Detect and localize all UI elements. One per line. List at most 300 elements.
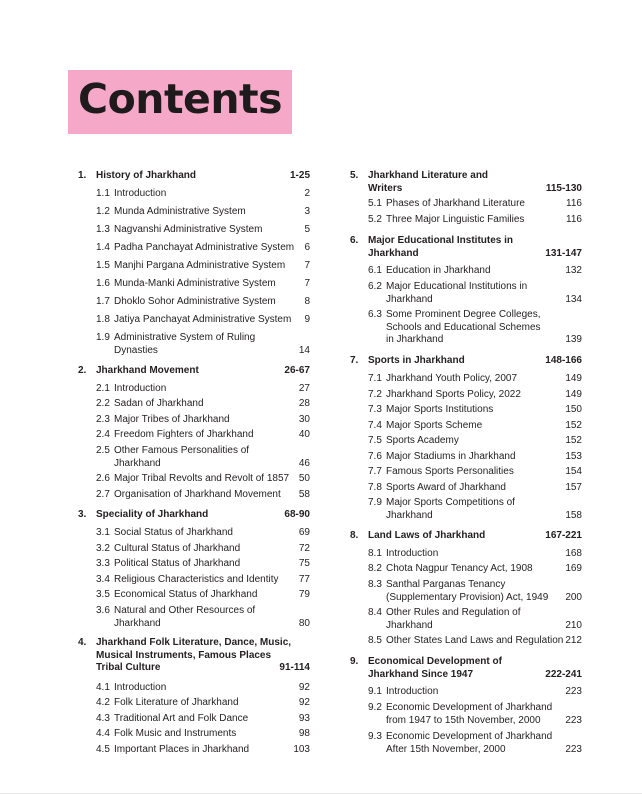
page-number: 98 xyxy=(298,728,310,739)
page-number: 223 xyxy=(565,743,582,755)
page-number: 148-166 xyxy=(545,355,582,366)
section-title xyxy=(114,728,236,741)
section-number: 2.4 xyxy=(96,429,110,440)
title-line: Jharkhand xyxy=(386,293,433,305)
section-entry xyxy=(78,489,310,502)
page-number: 152 xyxy=(565,435,582,446)
page-number: 222-241 xyxy=(545,668,582,680)
page-number: 26-67 xyxy=(284,365,310,376)
section-entry xyxy=(78,429,310,442)
section-entry xyxy=(350,214,582,227)
page-number: 72 xyxy=(298,543,310,554)
section-title xyxy=(386,404,493,417)
page-number: 134 xyxy=(565,293,582,305)
section-title xyxy=(114,574,279,587)
chapter-number: 8. xyxy=(350,530,359,541)
section-number: 8.5 xyxy=(368,635,382,646)
section-number: 1.5 xyxy=(96,260,110,271)
section-entry xyxy=(350,579,582,604)
title-line: Major Tribes of Jharkhand xyxy=(114,414,230,425)
page-number: 116 xyxy=(566,214,582,225)
section-title xyxy=(386,607,521,632)
section-number: 1.6 xyxy=(96,278,110,289)
section-title xyxy=(114,558,240,571)
title-line: Jatiya Panchayat Administrative System xyxy=(114,314,292,325)
page-number: 169 xyxy=(565,563,582,574)
title-line: Major Stadiums in Jharkhand xyxy=(386,451,516,462)
title-line: Manjhi Pargana Administrative System xyxy=(114,260,286,271)
section-number: 2.6 xyxy=(96,473,110,484)
section-title xyxy=(114,744,249,757)
section-title xyxy=(114,206,246,219)
page-number: 58 xyxy=(298,489,310,500)
section-number: 4.4 xyxy=(96,728,110,739)
section-entry xyxy=(78,574,310,587)
chapter-title xyxy=(368,170,488,195)
title-line: Education in Jharkhand xyxy=(386,265,491,276)
section-number: 7.8 xyxy=(368,482,382,493)
section-title xyxy=(114,260,285,273)
section-number: 7.9 xyxy=(368,497,382,508)
section-number: 1.1 xyxy=(96,188,110,199)
chapter-number: 3. xyxy=(78,509,87,520)
title-line: Natural and Other Resources of xyxy=(114,605,256,616)
title-line: Musical Instruments, Famous Places xyxy=(96,649,272,661)
section-entry xyxy=(78,527,310,540)
section-number: 3.5 xyxy=(96,589,110,600)
page-number: 149 xyxy=(565,389,582,400)
title-line: Cultural Status of Jharkhand xyxy=(114,543,241,554)
page-number: 139 xyxy=(565,334,582,346)
chapter-number: 6. xyxy=(350,235,359,246)
title-line: Major Tribal Revolts and Revolt of 1857 xyxy=(114,473,290,484)
chapter-entry xyxy=(78,170,310,183)
page-number: 223 xyxy=(565,714,582,726)
section-entry xyxy=(78,744,310,757)
title-line: Introduction xyxy=(114,383,167,394)
title-line: in Jharkhand xyxy=(386,334,444,346)
section-title xyxy=(386,451,516,464)
section-title xyxy=(114,589,257,602)
section-entry xyxy=(78,728,310,741)
title-line: (Supplementary Provision) Act, 1949 xyxy=(386,591,549,603)
page-number: 149 xyxy=(565,373,582,384)
title-line: Schools and Educational Schemes xyxy=(386,321,541,333)
chapter-title xyxy=(96,365,199,378)
section-entry xyxy=(350,309,582,347)
title-line: Sports in Jharkhand xyxy=(368,355,465,366)
section-number: 6.1 xyxy=(368,265,382,276)
title-line: Sports Award of Jharkhand xyxy=(386,482,506,493)
section-number: 2.2 xyxy=(96,398,110,409)
title-line: Jharkhand xyxy=(386,509,433,521)
page-number: 77 xyxy=(298,574,310,585)
title-line: Munda Administrative System xyxy=(114,206,246,217)
title-line: Speciality of Jharkhand xyxy=(96,509,209,520)
title-line: Economical Status of Jharkhand xyxy=(114,589,258,600)
section-title xyxy=(386,198,525,211)
title-line: Major Educational Institutions in xyxy=(386,281,528,292)
title-line: Political Status of Jharkhand xyxy=(114,558,241,569)
title-line: Other Rules and Regulation of xyxy=(386,607,521,618)
title-line: Folk Music and Instruments xyxy=(114,728,237,739)
section-number: 4.2 xyxy=(96,697,110,708)
title-line: Jharkhand Folk Literature, Dance, Music, xyxy=(96,637,292,648)
section-number: 2.3 xyxy=(96,414,110,425)
title-line: Major Sports Scheme xyxy=(386,420,483,431)
section-entry xyxy=(350,466,582,479)
section-number: 3.2 xyxy=(96,543,110,554)
section-title xyxy=(114,473,289,486)
chapter-number: 2. xyxy=(78,365,87,376)
title-line: Sports Academy xyxy=(386,435,459,446)
section-entry xyxy=(350,548,582,561)
chapter-entry xyxy=(350,355,582,368)
title-line: Tribal Culture xyxy=(96,662,161,674)
title-line: Introduction xyxy=(386,686,439,697)
page-number: 14 xyxy=(298,344,310,356)
page-number: 212 xyxy=(565,635,582,646)
section-title xyxy=(386,214,524,227)
page-number: 30 xyxy=(298,414,310,425)
section-title xyxy=(114,332,255,357)
section-number: 8.2 xyxy=(368,563,382,574)
section-number: 5.1 xyxy=(368,198,382,209)
title-line: After 15th November, 2000 xyxy=(386,743,506,755)
section-number: 6.2 xyxy=(368,281,382,292)
section-number: 1.9 xyxy=(96,332,110,343)
page-number: 92 xyxy=(298,697,310,708)
section-entry xyxy=(350,686,582,699)
title-line: History of Jharkhand xyxy=(96,170,197,181)
section-number: 9.1 xyxy=(368,686,382,697)
section-title xyxy=(386,281,527,306)
title-line: Major Educational Institutes in xyxy=(368,235,514,246)
title-line: Jharkhand xyxy=(386,619,433,631)
title-line: Organisation of Jharkhand Movement xyxy=(114,489,281,500)
section-entry xyxy=(78,224,310,237)
page-number: 91-114 xyxy=(279,662,310,674)
chapter-number: 4. xyxy=(78,637,87,648)
chapter-entry xyxy=(350,530,582,543)
section-title xyxy=(114,278,276,291)
chapter-entry xyxy=(350,170,582,195)
page-number: 210 xyxy=(565,619,582,631)
title-line: Introduction xyxy=(386,548,439,559)
page-number: 3 xyxy=(304,206,310,217)
section-entry xyxy=(350,404,582,417)
section-title xyxy=(114,697,239,710)
chapter-entry xyxy=(78,509,310,522)
section-title xyxy=(114,445,249,470)
chapter-number: 5. xyxy=(350,170,359,181)
page-number: 80 xyxy=(298,617,310,629)
title-line: Economic Development of Jharkhand xyxy=(386,731,553,742)
title-line: Administrative System of Ruling xyxy=(114,332,256,343)
section-entry xyxy=(350,731,582,756)
title-line: Introduction xyxy=(114,682,167,693)
chapter-entry xyxy=(350,235,582,260)
title-line: Land Laws of Jharkhand xyxy=(368,530,486,541)
chapter-title xyxy=(96,170,196,183)
title-line: Jharkhand Movement xyxy=(96,365,199,376)
section-entry xyxy=(78,589,310,602)
page-number: 115-130 xyxy=(545,182,582,194)
title-line: Economical Development of xyxy=(368,656,502,667)
section-title xyxy=(114,605,255,630)
section-entry xyxy=(78,206,310,219)
title-line: Santhal Parganas Tenancy xyxy=(386,579,506,590)
section-entry xyxy=(350,389,582,402)
section-entry xyxy=(78,414,310,427)
page-number: 68-90 xyxy=(284,509,310,520)
section-number: 9.3 xyxy=(368,731,382,742)
section-entry xyxy=(78,445,310,470)
chapter-title xyxy=(368,656,502,681)
section-entry xyxy=(350,563,582,576)
section-title xyxy=(114,383,166,396)
section-entry xyxy=(78,314,310,327)
chapter-entry xyxy=(350,656,582,681)
section-title xyxy=(386,563,533,576)
section-number: 5.2 xyxy=(368,214,382,225)
chapter-title xyxy=(368,235,513,260)
section-number: 2.7 xyxy=(96,489,110,500)
page-number: 103 xyxy=(293,744,310,755)
section-entry xyxy=(78,332,310,357)
title-line: Jharkhand Since 1947 xyxy=(368,668,474,680)
section-title xyxy=(114,398,204,411)
page-number: 153 xyxy=(565,451,582,462)
page-number: 27 xyxy=(298,383,310,394)
title-line: Important Places in Jharkhand xyxy=(114,744,250,755)
title-line: Folk Literature of Jharkhand xyxy=(114,697,239,708)
section-number: 3.6 xyxy=(96,605,110,616)
section-title xyxy=(114,489,281,502)
page-number: 79 xyxy=(298,589,310,600)
page-number: 116 xyxy=(566,198,582,209)
section-entry xyxy=(350,198,582,211)
page-number: 168 xyxy=(565,548,582,559)
page-number: 154 xyxy=(565,466,582,477)
section-entry xyxy=(350,265,582,278)
section-title xyxy=(386,482,506,495)
section-title xyxy=(114,242,294,255)
title-line: Major Sports Institutions xyxy=(386,404,494,415)
section-number: 7.4 xyxy=(368,420,382,431)
section-entry xyxy=(350,702,582,727)
chapter-title xyxy=(368,355,465,368)
page-number: 40 xyxy=(298,429,310,440)
title-line: from 1947 to 15th November, 2000 xyxy=(386,714,541,726)
title-line: Sadan of Jharkhand xyxy=(114,398,204,409)
section-entry xyxy=(78,558,310,571)
section-number: 6.3 xyxy=(368,309,382,320)
section-entry xyxy=(350,497,582,522)
section-entry xyxy=(78,697,310,710)
section-number: 7.2 xyxy=(368,389,382,400)
section-number: 4.3 xyxy=(96,713,110,724)
page-number: 5 xyxy=(304,224,310,235)
title-line: Munda-Manki Administrative System xyxy=(114,278,276,289)
section-entry xyxy=(78,242,310,255)
page-number: 131-147 xyxy=(545,247,582,259)
page-number: 6 xyxy=(304,242,310,253)
section-number: 1.8 xyxy=(96,314,110,325)
title-line: Some Prominent Degree Colleges, xyxy=(386,309,541,320)
chapter-number: 9. xyxy=(350,656,359,667)
section-number: 7.5 xyxy=(368,435,382,446)
title-line: Jharkhand Youth Policy, 2007 xyxy=(386,373,518,384)
page-number: 7 xyxy=(304,260,310,271)
section-title xyxy=(114,713,248,726)
title-line: Traditional Art and Folk Dance xyxy=(114,713,249,724)
section-title xyxy=(386,579,548,604)
title-line: Jharkhand xyxy=(114,457,161,469)
section-number: 1.4 xyxy=(96,242,110,253)
section-entry xyxy=(78,682,310,695)
section-entry xyxy=(78,605,310,630)
chapter-title xyxy=(96,509,208,522)
section-title xyxy=(386,731,552,756)
section-number: 8.4 xyxy=(368,607,382,618)
title-line: Other States Land Laws and Regulation xyxy=(386,635,564,646)
section-number: 7.7 xyxy=(368,466,382,477)
section-number: 1.2 xyxy=(96,206,110,217)
section-title xyxy=(386,265,491,278)
section-entry xyxy=(78,296,310,309)
section-entry xyxy=(350,281,582,306)
section-number: 1.7 xyxy=(96,296,110,307)
section-number: 3.1 xyxy=(96,527,110,538)
page-number: 152 xyxy=(565,420,582,431)
chapter-title xyxy=(96,637,291,675)
page-number: 28 xyxy=(298,398,310,409)
page-number: 75 xyxy=(298,558,310,569)
section-title xyxy=(114,314,291,327)
section-entry xyxy=(78,713,310,726)
section-title xyxy=(386,702,552,727)
title-line: Religious Characteristics and Identity xyxy=(114,574,279,585)
section-entry xyxy=(78,278,310,291)
title-line: Padha Panchayat Administrative System xyxy=(114,242,295,253)
section-number: 2.1 xyxy=(96,383,110,394)
section-number: 7.6 xyxy=(368,451,382,462)
section-entry xyxy=(350,635,582,648)
section-title xyxy=(114,224,262,237)
section-title xyxy=(114,682,166,695)
page-number: 46 xyxy=(298,457,310,469)
section-title xyxy=(386,435,459,448)
title-line: Jharkhand xyxy=(114,617,161,629)
section-title xyxy=(386,497,515,522)
section-entry xyxy=(350,435,582,448)
page-number: 50 xyxy=(298,473,310,484)
section-number: 3.4 xyxy=(96,574,110,585)
section-title xyxy=(114,188,166,201)
section-title xyxy=(386,548,438,561)
title-line: Dynasties xyxy=(114,344,158,356)
section-number: 7.1 xyxy=(368,373,382,384)
contents-heading-box xyxy=(68,70,292,134)
section-title xyxy=(114,296,276,309)
section-entry xyxy=(78,398,310,411)
title-line: Other Famous Personalities of xyxy=(114,445,250,456)
title-line: Dhoklo Sohor Administrative System xyxy=(114,296,276,307)
section-number: 4.5 xyxy=(96,744,110,755)
page-number: 158 xyxy=(565,509,582,521)
section-entry xyxy=(78,543,310,556)
section-entry xyxy=(350,373,582,386)
section-number: 7.3 xyxy=(368,404,382,415)
section-title xyxy=(114,543,240,556)
section-title xyxy=(386,466,514,479)
page-number: 1-25 xyxy=(289,170,310,181)
page-number: 223 xyxy=(565,686,582,697)
section-entry xyxy=(78,383,310,396)
chapter-number: 7. xyxy=(350,355,359,366)
page-number: 200 xyxy=(565,591,582,603)
section-entry xyxy=(78,188,310,201)
title-line: Introduction xyxy=(114,188,167,199)
section-entry xyxy=(78,473,310,486)
page-number: 92 xyxy=(298,682,310,693)
section-number: 3.3 xyxy=(96,558,110,569)
title-line: Chota Nagpur Tenancy Act, 1908 xyxy=(386,563,533,574)
section-title xyxy=(114,527,233,540)
section-title xyxy=(386,373,517,386)
section-title xyxy=(386,420,482,433)
chapter-entry xyxy=(78,365,310,378)
chapter-number: 1. xyxy=(78,170,87,181)
section-entry xyxy=(350,607,582,632)
title-line: Phases of Jharkhand Literature xyxy=(386,198,525,209)
page-number: 7 xyxy=(304,278,310,289)
title-line: Three Major Linguistic Families xyxy=(386,214,525,225)
page-number: 69 xyxy=(298,527,310,538)
page-number: 2 xyxy=(304,188,310,199)
title-line: Nagvanshi Administrative System xyxy=(114,224,263,235)
section-number: 1.3 xyxy=(96,224,110,235)
section-number: 8.1 xyxy=(368,548,382,559)
page-number: 9 xyxy=(304,314,310,325)
page-title: Contents xyxy=(78,75,283,123)
title-line: Social Status of Jharkhand xyxy=(114,527,233,538)
title-line: Freedom Fighters of Jharkhand xyxy=(114,429,254,440)
section-entry xyxy=(350,482,582,495)
section-title xyxy=(386,309,541,347)
section-entry xyxy=(78,260,310,273)
section-title xyxy=(114,429,254,442)
section-number: 8.3 xyxy=(368,579,382,590)
section-entry xyxy=(350,420,582,433)
section-entry xyxy=(350,451,582,464)
section-number: 9.2 xyxy=(368,702,382,713)
page-number: 167-221 xyxy=(545,530,582,541)
page-number: 132 xyxy=(565,265,582,276)
section-title xyxy=(386,389,521,402)
section-number: 2.5 xyxy=(96,445,110,456)
title-line: Jharkhand Sports Policy, 2022 xyxy=(386,389,521,400)
section-title xyxy=(114,414,230,427)
page-number: 8 xyxy=(304,296,310,307)
page-number: 150 xyxy=(565,404,582,415)
title-line: Jharkhand Literature and xyxy=(368,170,489,181)
title-line: Famous Sports Personalities xyxy=(386,466,514,477)
section-title xyxy=(386,686,438,699)
chapter-title xyxy=(368,530,485,543)
section-number: 4.1 xyxy=(96,682,110,693)
